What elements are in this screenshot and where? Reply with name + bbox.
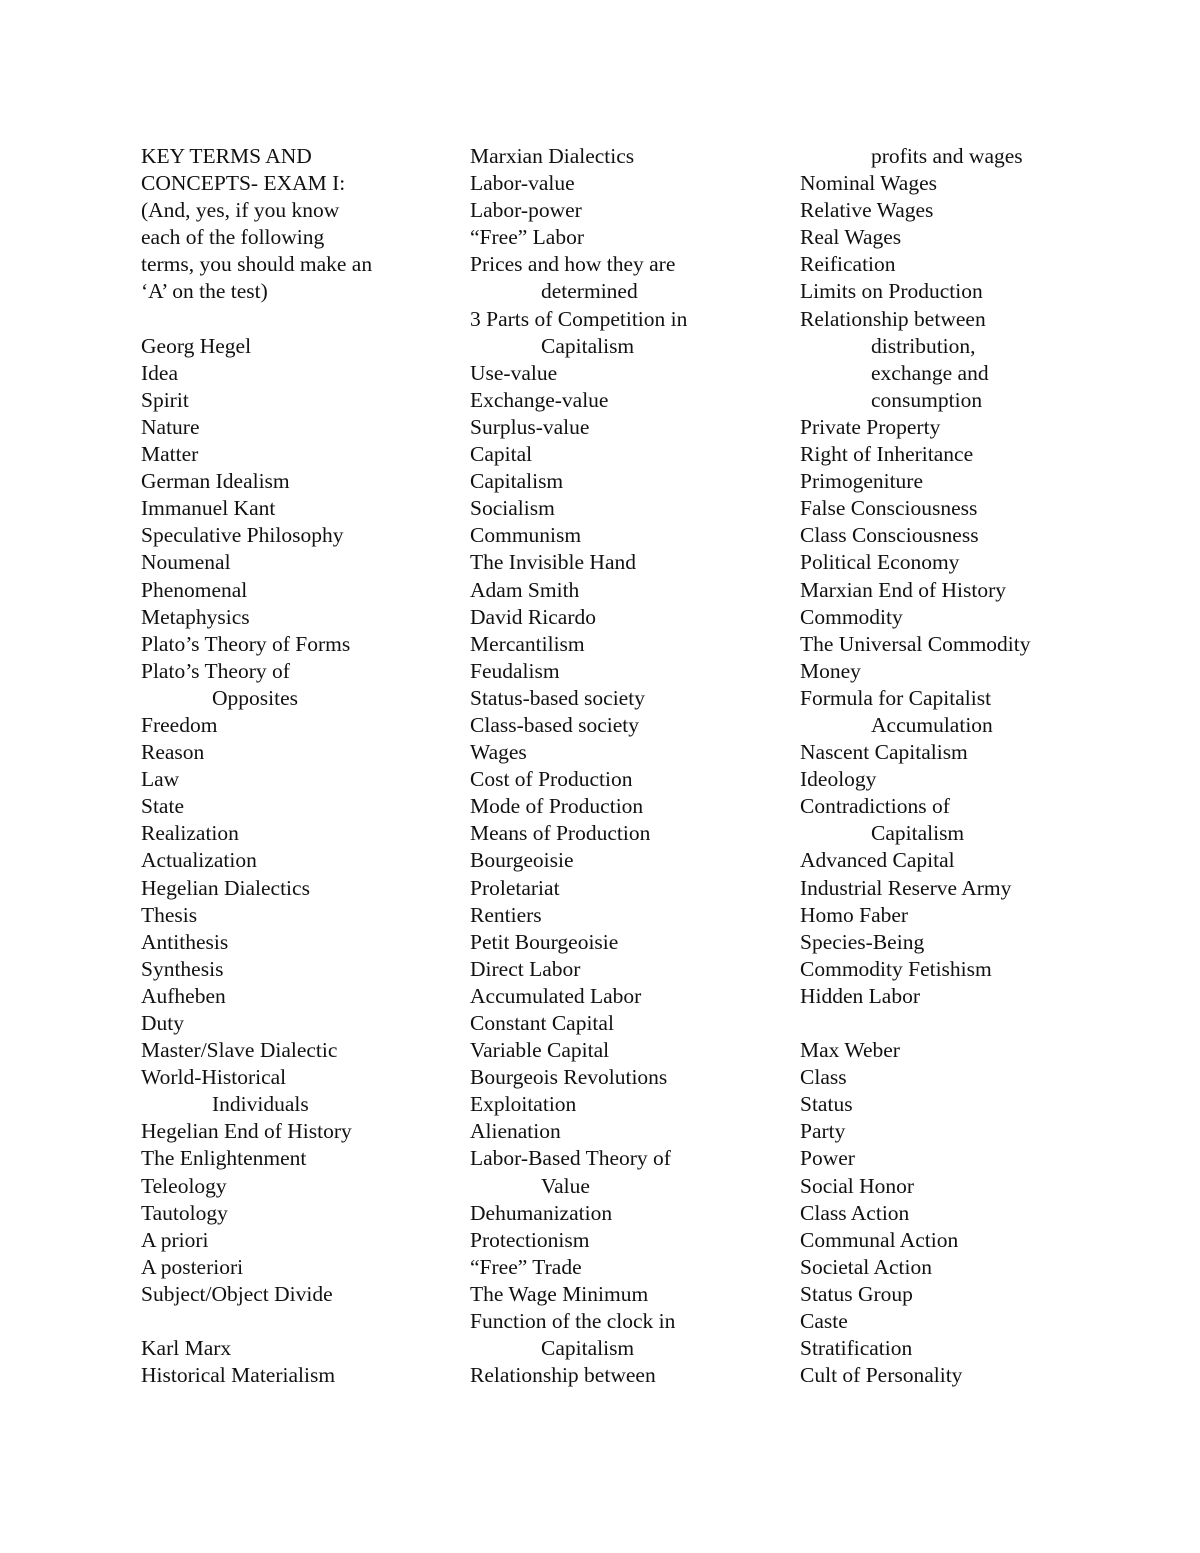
term-line: Species-Being: [800, 929, 925, 954]
term-column-2: [470, 143, 790, 1389]
term-line: exchange and: [871, 360, 989, 385]
term-line: Rentiers: [470, 902, 542, 927]
term-line: Capitalism: [470, 469, 564, 494]
term-line: Noumenal: [141, 550, 231, 575]
term-line: Stratification: [800, 1336, 913, 1361]
term-line: Political Economy: [800, 550, 960, 575]
term-line: Socialism: [470, 496, 555, 521]
term-line: The Enlightenment: [141, 1146, 307, 1171]
term-line: Relative Wages: [800, 198, 934, 223]
term-line: Industrial Reserve Army: [800, 875, 1012, 900]
term-column-1: [141, 143, 461, 1389]
term-line: Real Wages: [800, 225, 902, 250]
term-line: Alienation: [470, 1119, 561, 1144]
term-line: Exploitation: [470, 1092, 577, 1117]
term-line: Opposites: [212, 685, 298, 710]
term-line: Class-based society: [470, 712, 639, 737]
term-line: Synthesis: [141, 956, 224, 981]
term-line: Communal Action: [800, 1227, 959, 1252]
term-line: World-Historical: [141, 1065, 287, 1090]
term-line: Party: [800, 1119, 846, 1144]
term-line: Constant Capital: [470, 1011, 614, 1035]
term-line: (And, yes, if you know: [141, 198, 340, 223]
term-line: Hegelian End of History: [141, 1119, 352, 1144]
term-line: Use-value: [470, 360, 558, 385]
term-line: Status: [800, 1092, 853, 1117]
term-line: Variable Capital: [470, 1038, 610, 1063]
term-line: Reification: [800, 252, 896, 277]
term-line: consumption: [871, 387, 983, 412]
term-line: Status-based society: [470, 685, 645, 710]
term-line: Cost of Production: [470, 767, 633, 792]
term-line: Historical Materialism: [141, 1363, 336, 1388]
term-line: Hegelian Dialectics: [141, 875, 310, 900]
term-column-3: [800, 143, 1120, 1389]
term-line: Proletariat: [470, 875, 560, 900]
term-line: A priori: [141, 1227, 209, 1252]
term-line: Private Property: [800, 414, 941, 439]
term-line: Limits on Production: [800, 279, 983, 304]
term-line: Bourgeois Revolutions: [470, 1065, 668, 1090]
term-line: Contradictions of: [800, 794, 950, 819]
term-line: Spirit: [141, 387, 189, 412]
term-line: Direct Labor: [470, 956, 581, 981]
term-line: Means of Production: [470, 821, 651, 846]
blank-line: [141, 1308, 461, 1335]
term-line: Law: [141, 767, 180, 792]
term-line: Marxian End of History: [800, 577, 1007, 602]
term-line: Capital: [470, 442, 533, 467]
term-line: Formula for Capitalist: [800, 685, 992, 710]
term-line: Social Honor: [800, 1173, 915, 1198]
term-line: terms, you should make an: [141, 252, 373, 277]
term-line: False Consciousness: [800, 496, 978, 521]
term-line: The Wage Minimum: [470, 1281, 649, 1306]
term-line: Individuals: [212, 1092, 309, 1117]
term-line: Class Consciousness: [800, 523, 979, 548]
term-line: Plato’s Theory of: [141, 658, 290, 683]
term-line: Power: [800, 1146, 855, 1171]
term-line: Antithesis: [141, 929, 229, 954]
term-line: Value: [541, 1173, 590, 1198]
term-line: Nominal Wages: [800, 171, 937, 196]
term-line: Max Weber: [800, 1038, 900, 1063]
blank-line: [800, 1010, 1120, 1037]
term-line: Homo Faber: [800, 902, 909, 927]
term-line: A posteriori: [141, 1254, 244, 1279]
term-line: Class Action: [800, 1200, 910, 1225]
term-line: Nascent Capitalism: [800, 740, 968, 765]
term-line: Communism: [470, 523, 582, 548]
term-line: Primogeniture: [800, 469, 924, 494]
term-line: Phenomenal: [141, 577, 248, 602]
term-line: Matter: [141, 442, 199, 467]
term-line: Idea: [141, 360, 178, 385]
term-line: Feudalism: [470, 658, 560, 683]
term-line: Right of Inheritance: [800, 442, 974, 467]
term-line: Mode of Production: [470, 794, 644, 819]
term-line: Accumulated Labor: [470, 983, 642, 1008]
term-line: David Ricardo: [470, 604, 596, 629]
term-line: Marxian Dialectics: [470, 144, 635, 168]
term-line: Commodity Fetishism: [800, 956, 992, 981]
blank-line: [141, 306, 461, 333]
term-line: Ideology: [800, 767, 877, 792]
term-line: Metaphysics: [141, 604, 250, 629]
term-line: “Free” Labor: [470, 225, 584, 250]
term-line: Exchange-value: [470, 387, 609, 412]
term-line: Accumulation: [871, 712, 993, 737]
term-line: Mercantilism: [470, 631, 585, 656]
term-line: Aufheben: [141, 983, 226, 1008]
term-line: Capitalism: [541, 1336, 635, 1361]
term-line: German Idealism: [141, 469, 290, 494]
term-line: Immanuel Kant: [141, 496, 276, 521]
term-line: Reason: [141, 740, 205, 765]
term-line: Cult of Personality: [800, 1363, 963, 1388]
term-line: Teleology: [141, 1173, 227, 1198]
term-line: determined: [541, 279, 638, 304]
term-line: Relationship between: [470, 1363, 656, 1388]
term-line: Capitalism: [871, 821, 965, 846]
term-line: Bourgeoisie: [470, 848, 574, 873]
term-line: Labor-power: [470, 198, 582, 223]
term-line: Class: [800, 1065, 847, 1090]
term-line: KEY TERMS AND: [141, 144, 312, 168]
term-line: Prices and how they are: [470, 252, 676, 277]
term-line: Relationship between: [800, 306, 986, 331]
term-line: distribution,: [871, 333, 976, 358]
term-line: Petit Bourgeoisie: [470, 929, 619, 954]
term-line: Surplus-value: [470, 414, 590, 439]
term-line: The Invisible Hand: [470, 550, 636, 575]
term-line: Function of the clock in: [470, 1309, 676, 1334]
term-line: Tautology: [141, 1200, 228, 1225]
term-line: Advanced Capital: [800, 848, 955, 873]
term-line: Subject/Object Divide: [141, 1281, 333, 1306]
term-line: Labor-value: [470, 171, 575, 196]
term-line: State: [141, 794, 184, 819]
term-line: Labor-Based Theory of: [470, 1146, 671, 1171]
term-line: Speculative Philosophy: [141, 523, 344, 548]
term-line: Realization: [141, 821, 239, 846]
term-line: Caste: [800, 1309, 848, 1334]
term-line: Master/Slave Dialectic: [141, 1038, 338, 1063]
term-line: 3 Parts of Competition in: [470, 306, 688, 331]
term-line: Dehumanization: [470, 1200, 613, 1225]
term-line: profits and wages: [871, 144, 1023, 168]
term-line: Duty: [141, 1011, 184, 1035]
term-line: Freedom: [141, 712, 218, 737]
term-line: Thesis: [141, 902, 198, 927]
term-line: The Universal Commodity: [800, 631, 1031, 656]
term-line: Hidden Labor: [800, 983, 921, 1008]
term-line: Actualization: [141, 848, 257, 873]
term-line: Status Group: [800, 1281, 913, 1306]
term-line: Karl Marx: [141, 1336, 232, 1361]
term-line: Protectionism: [470, 1227, 590, 1252]
term-line: “Free” Trade: [470, 1254, 582, 1279]
term-line: Nature: [141, 414, 200, 439]
term-line: Adam Smith: [470, 577, 580, 602]
term-line: Societal Action: [800, 1254, 932, 1279]
term-line: Georg Hegel: [141, 333, 252, 358]
term-line: ‘A’ on the test): [141, 279, 268, 304]
term-line: Money: [800, 658, 861, 683]
term-line: CONCEPTS- EXAM I:: [141, 171, 346, 196]
term-line: Plato’s Theory of Forms: [141, 631, 351, 656]
term-line: Capitalism: [541, 333, 635, 358]
term-line: Wages: [470, 740, 527, 765]
term-line: each of the following: [141, 225, 325, 250]
term-line: Commodity: [800, 604, 903, 629]
